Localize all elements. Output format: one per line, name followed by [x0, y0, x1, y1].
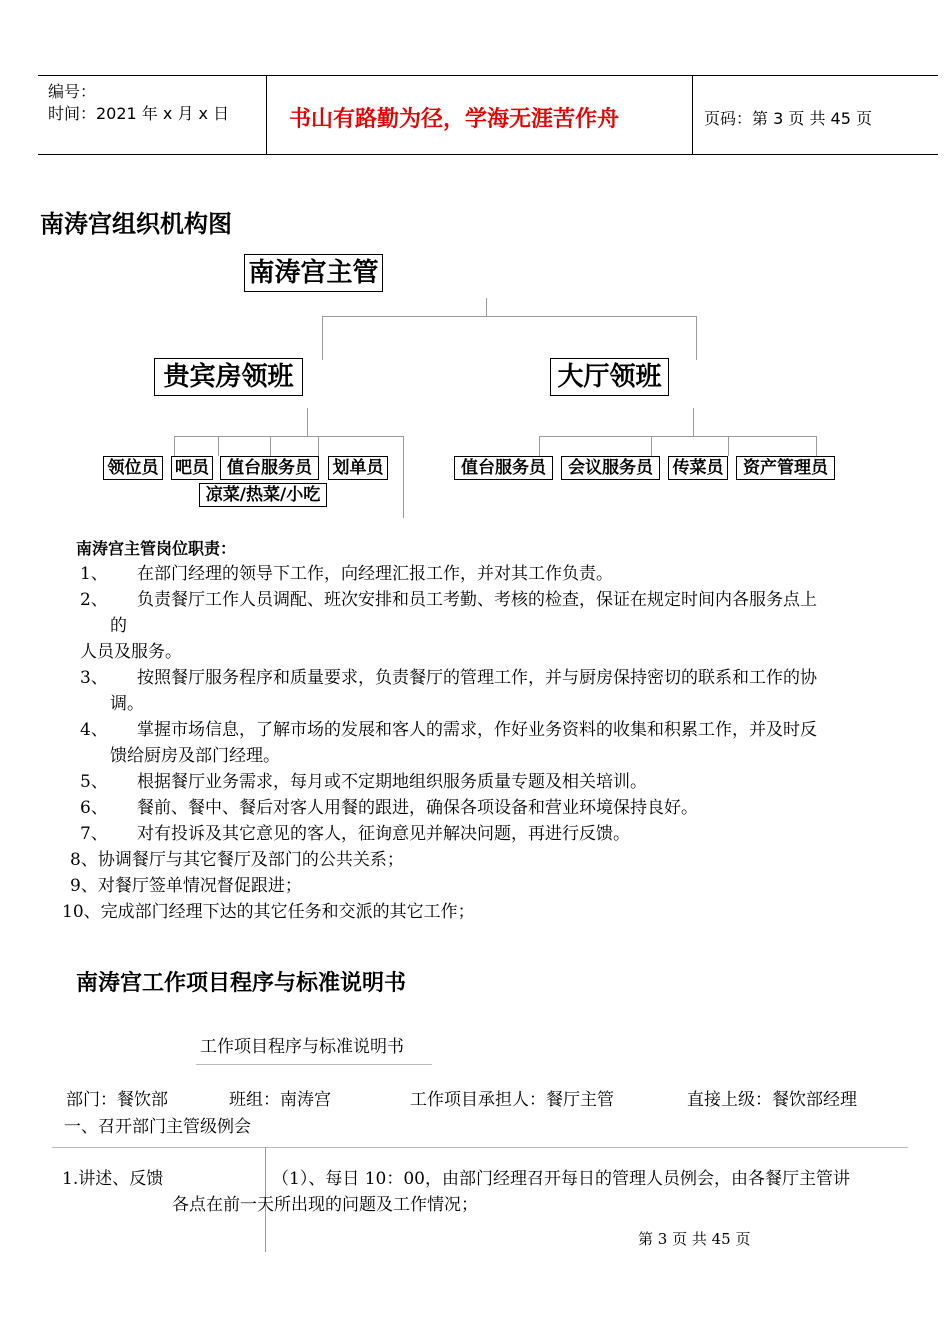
procedure-team: 班组：南涛宫 [229, 1090, 331, 1110]
duty-text: 掌握市场信息，了解市场的发展和客人的需求，作好业务资料的收集和积累工作，并及时反 [137, 720, 817, 740]
header-top-rule [38, 75, 938, 76]
doc-time-label: 时间：2021 年 x 月 x 日 [48, 104, 230, 123]
connector [486, 298, 487, 316]
duty-num: 5、 [80, 772, 108, 792]
duty-text-cont: 馈给厨房及部门经理。 [110, 746, 280, 766]
duty-text: 人员及服务。 [80, 642, 182, 662]
duty-num: 7、 [80, 824, 108, 844]
org-node-asset-manager: 资产管理员 [736, 456, 835, 480]
procedure-row-label: 1.讲述、反馈 [62, 1169, 164, 1189]
connector [539, 436, 816, 437]
duties-heading: 南涛宫主管岗位职责： [76, 539, 237, 558]
connector [174, 436, 403, 437]
org-node-table-server: 值台服务员 [220, 456, 319, 480]
procedure-row-text-cont: 各点在前一天所出现的问题及工作情况； [172, 1195, 478, 1215]
procedure-dept: 部门：餐饮部 [66, 1090, 168, 1110]
connector [174, 436, 175, 456]
connector [539, 436, 540, 456]
header-bottom-rule [38, 154, 938, 155]
duty-text: 对有投诉及其它意见的客人，征询意见并解决问题，再进行反馈。 [137, 824, 630, 844]
header-divider-1 [266, 75, 267, 155]
connector [218, 436, 219, 456]
org-node-food-runner: 传菜员 [668, 456, 728, 480]
subheading-underline [196, 1064, 432, 1065]
procedure-subheading: 工作项目程序与标准说明书 [200, 1037, 404, 1057]
connector [318, 436, 319, 456]
duty-text: 负责餐厅工作人员调配、班次安排和员工考勤、考核的检查，保证在规定时间内各服务点上 [137, 590, 817, 610]
connector [403, 436, 404, 518]
org-node-greeter: 领位员 [103, 456, 163, 480]
page-footer: 第 3 页 共 45 页 [638, 1230, 751, 1248]
duty-text-cont: 调。 [110, 694, 144, 714]
org-node-order-clerk: 划单员 [328, 456, 388, 480]
duty-num: 4、 [80, 720, 108, 740]
connector [322, 316, 323, 360]
org-node-supervisor: 南涛宫主管 [244, 254, 383, 292]
org-node-hall-table-server: 值台服务员 [454, 456, 553, 480]
duty-num: 3、 [80, 668, 108, 688]
doc-number-label: 编号： [48, 82, 97, 101]
header-divider-2 [692, 75, 693, 155]
org-chart-title: 南涛宫组织机构图 [40, 209, 232, 238]
org-node-meeting-server: 会议服务员 [561, 456, 660, 480]
duty-text: 根据餐厅业务需求，每月或不定期地组织服务质量专题及相关培训。 [137, 772, 647, 792]
procedure-heading: 南涛宫工作项目程序与标准说明书 [76, 970, 407, 996]
duty-text: 餐前、餐中、餐后对客人用餐的跟进，确保各项设备和营业环境保持良好。 [137, 798, 698, 818]
duty-num: 6、 [80, 798, 108, 818]
connector [270, 436, 271, 456]
header-page-info: 页码：第 3 页 共 45 页 [704, 109, 872, 128]
connector [307, 408, 308, 436]
duty-text: 10、完成部门经理下达的其它任务和交派的其它工作； [62, 902, 475, 922]
procedure-owner: 工作项目承担人：餐厅主管 [410, 1090, 614, 1110]
header-motto: 书山有路勤为径，学海无涯苦作舟 [289, 106, 620, 132]
org-node-bartender: 吧员 [171, 456, 213, 480]
duty-text-cont: 的 [110, 616, 127, 636]
duty-text: 8、协调餐厅与其它餐厅及部门的公共关系； [70, 850, 404, 870]
connector [728, 436, 729, 456]
duty-text: 在部门经理的领导下工作，向经理汇报工作，并对其工作负责。 [137, 564, 613, 584]
procedure-item-title: 一、召开部门主管级例会 [64, 1117, 251, 1137]
org-node-hall-lead: 大厅领班 [550, 358, 669, 396]
connector [816, 436, 817, 456]
connector [651, 436, 652, 456]
duty-text: 9、对餐厅签单情况督促跟进； [70, 876, 302, 896]
procedure-superior: 直接上级：餐饮部经理 [687, 1090, 857, 1110]
procedure-row-text: （1）、每日 10：00，由部门经理召开每日的管理人员例会，由各餐厅主管讲 [272, 1169, 850, 1189]
duty-num: 1、 [80, 564, 108, 584]
duty-text: 按照餐厅服务程序和质量要求，负责餐厅的管理工作，并与厨房保持密切的联系和工作的协 [137, 668, 817, 688]
org-node-kitchen-dishes: 凉菜/热菜/小吃 [199, 483, 327, 507]
duty-num: 2、 [80, 590, 108, 610]
org-node-vip-lead: 贵宾房领班 [154, 358, 303, 396]
connector [693, 408, 694, 436]
connector [696, 316, 697, 360]
table-top-rule [52, 1147, 908, 1148]
connector [322, 316, 697, 317]
